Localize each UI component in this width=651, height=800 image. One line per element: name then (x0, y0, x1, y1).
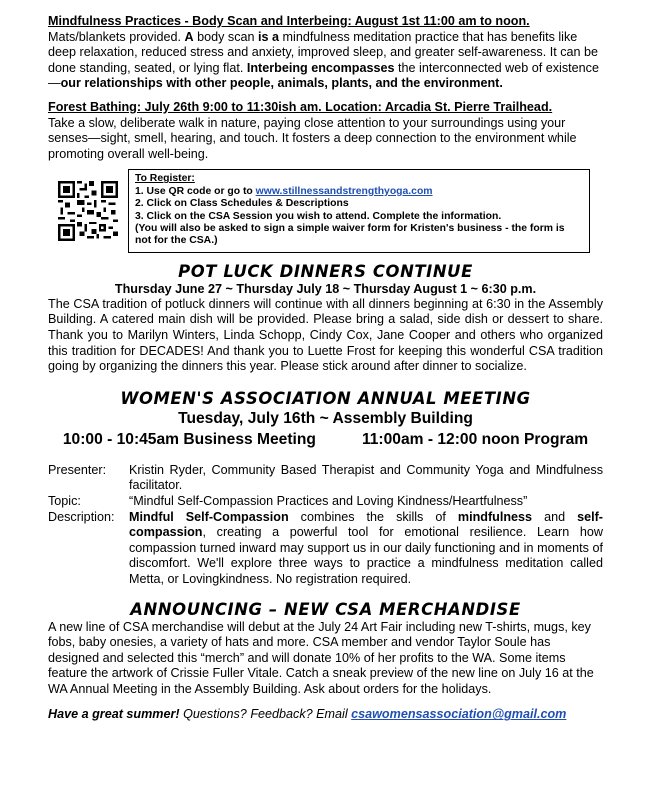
business-meeting-time: 10:00 - 10:45am Business Meeting (62, 430, 316, 448)
description-value (129, 510, 603, 588)
register-title: To Register: (135, 173, 195, 185)
closing-line (48, 707, 603, 723)
mindfulness-body (48, 30, 603, 92)
description-text: combines the skills of (288, 509, 458, 524)
mindfulness-text: is a (258, 29, 280, 44)
register-box (128, 169, 590, 252)
program-time: 11:00am - 12:00 noon Program (361, 430, 589, 448)
topic-label: Topic: (48, 493, 81, 508)
description-text: , creating a powerful tool for emotional resilience. Learn how compassion turned inward may support us in our daily functioning and in moments of discomfort. We'll explore three ways to practice a mindfulness meditation called Metta, or Lovingkindness. No registration required. (129, 525, 603, 586)
register-step-text: 1. Use QR code or go to (135, 185, 256, 197)
mindfulness-text: the interconnected web of existence— (48, 60, 599, 91)
presenter-value: Kristin Ryder, Community Based Therapist and Community Yoga and Mindfulness facilitator. (129, 462, 603, 493)
annual-meeting-times (48, 430, 603, 449)
description-text: Mindful Self-Compassion (129, 509, 289, 524)
yoga-website-link[interactable]: www.stillnessandstrengthyoga.com (255, 185, 433, 197)
forest-heading: Forest Bathing: July 26th 9:00 to 11:30ish am. Location: Arcadia St. Pierre Trailhead. (48, 99, 553, 114)
merchandise-section (48, 600, 603, 698)
description-text: mindfulness (457, 509, 533, 524)
email-link[interactable]: csawomensassociation@gmail.com (351, 707, 567, 722)
mindfulness-text: Mats/blankets provided. (48, 29, 185, 44)
description-label: Description: (48, 509, 115, 524)
mindfulness-text: Interbeing encompasses (246, 60, 395, 75)
forest-bathing-section (48, 100, 603, 162)
merchandise-body: A new line of CSA merchandise will debut at the July 24 Art Fair including new T-shirts, mugs, key fobs, baby onesies, a variety of hats and more. CSA member and vendor Taylor Soule has designed and selected this “merch” and will donate 10% of her profits to the WA. Some items feature the artwork of Crissie Fuller Vitale. Catch a sneak preview of the new line on July 16 at the WA Annual Meeting in the Assembly Building. Ask about orders for the holidays. (48, 619, 594, 696)
description-text: and (532, 509, 578, 524)
closing-bold: Have a great summer! (48, 707, 180, 722)
potluck-section (48, 262, 603, 375)
potluck-body: The CSA tradition of potluck dinners will continue with all dinners beginning at 6:30 in the Assembly Building. A catered main dish will be provided. Please bring a salad, side dish or dessert to share. Thank you to Marilyn Winters, Linda Schopp, Cindy Cox, Jane Cooper and others who organized this tradition for DECADES! And thank you to Luette Frost for keeping this wonderful CSA tradition going by organizing the dinners this year. Please stick around after dinner to socialize. (48, 296, 603, 374)
mindfulness-text: our relationships with other people, animals, plants, and the environment. (60, 76, 503, 91)
description-row (48, 510, 603, 588)
potluck-dates: Thursday June 27 ~ Thursday July 18 ~ Thursday August 1 ~ 6:30 p.m. (114, 281, 537, 296)
topic-row (48, 494, 603, 510)
annual-meeting-heading: WOMEN'S ASSOCIATION ANNUAL MEETING (120, 388, 531, 408)
mindfulness-section (48, 14, 603, 92)
mindfulness-text: mindfulness meditation practice that has benefits like deep relaxation, reduced stress and anxiety, improved sleep, and greater self-awareness. It can be done standing, seated, or lying flat. (48, 29, 599, 75)
register-step-3: 3. Click on the CSA Session you wish to attend. Complete the information. (135, 210, 502, 222)
mindfulness-text: A (184, 29, 194, 44)
register-note: (You will also be asked to sign a simple waiver form for Kristen's business - the form is not for the CSA.) (135, 222, 565, 247)
description-text: self-compassion (129, 509, 603, 540)
merchandise-heading: ANNOUNCING – NEW CSA MERCHANDISE (130, 599, 521, 619)
topic-value: “Mindful Self-Compassion Practices and Loving Kindness/Heartfulness” (129, 493, 528, 508)
forest-body: Take a slow, deliberate walk in nature, paying close attention to your surroundings using your senses—sight, smell, hearing, and touch. It fosters a deep connection to the environment while promoting overall well-being. (48, 115, 577, 161)
register-step-1 (135, 186, 583, 198)
mindfulness-heading: Mindfulness Practices - Body Scan and Interbeing: August 1st 11:00 am to noon. (48, 14, 530, 28)
register-step-2: 2. Click on Class Schedules & Descriptions (135, 198, 349, 210)
potluck-heading: POT LUCK DINNERS CONTINUE (178, 261, 473, 281)
register-block (48, 169, 603, 252)
qr-code-icon[interactable] (58, 181, 118, 241)
annual-meeting-date: Tuesday, July 16th ~ Assembly Building (178, 409, 473, 427)
presenter-row (48, 463, 603, 494)
presenter-label: Presenter: (48, 462, 107, 477)
annual-meeting-section (48, 389, 603, 588)
closing-text: Questions? Feedback? Email (179, 707, 352, 722)
annual-meeting-details (48, 463, 603, 588)
mindfulness-text: body scan (193, 29, 259, 44)
